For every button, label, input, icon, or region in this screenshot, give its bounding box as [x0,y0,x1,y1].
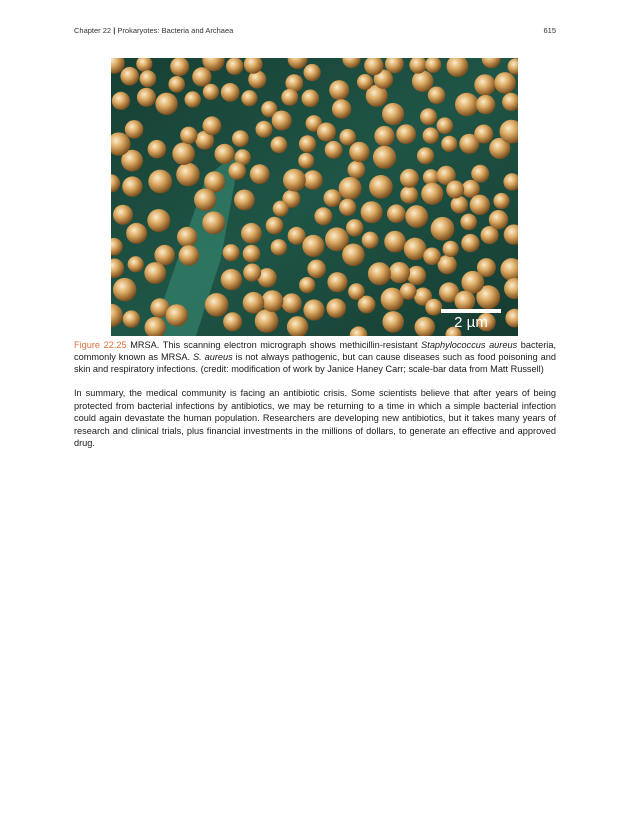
coccus-cell [425,299,442,316]
micrograph-figure [111,58,518,336]
coccus-cell [202,211,225,234]
coccus-cell [203,84,219,100]
coccus-cell [317,123,336,142]
coccus-cell [123,310,140,327]
coccus-cell [288,227,306,245]
coccus-cell [451,196,468,213]
coccus-cell [262,290,284,312]
coccus-cell [389,262,410,283]
coccus-cell [443,241,459,257]
coccus-cell [283,169,306,192]
coccus-cell [474,125,493,144]
coccus-cell [272,111,292,131]
coccus-cell [441,136,457,152]
coccus-cell [154,245,175,266]
coccus-cell [172,142,195,165]
coccus-cell [126,223,147,244]
coccus-cell [327,272,347,292]
coccus-cell [348,283,365,300]
coccus-cell [461,271,484,294]
coccus-cell [339,177,362,200]
coccus-cell [226,58,243,75]
coccus-cell [348,161,366,179]
coccus-cell [404,238,427,261]
coccus-cell [494,72,516,94]
coccus-cell [423,248,441,266]
coccus-cell [346,219,363,236]
coccus-cell [329,80,349,100]
coccus-cell [223,312,242,331]
coccus-cell [234,190,255,211]
coccus-cell [166,304,188,326]
coccus-cell [271,239,287,255]
coccus-cell [298,153,314,169]
coccus-cell [205,293,229,317]
coccus-cell [192,67,211,86]
coccus-cell [431,217,455,241]
page-number: 615 [543,26,556,35]
coccus-cell [168,76,185,93]
coccus-cell [369,175,393,199]
coccus-cell [407,266,426,285]
scale-bar [441,309,501,313]
coccus-cell [349,142,369,162]
coccus-cell [489,210,508,229]
coccus-cell [332,99,351,118]
coccus-cell [470,195,490,215]
coccus-cell [241,90,257,106]
coccus-cell [373,146,396,169]
running-head [74,26,233,35]
coccus-cell [113,278,136,301]
coccus-cell [215,144,235,164]
coccus-cell [303,170,323,190]
coccus-cell [307,260,326,279]
coccus-cell [137,88,156,107]
coccus-cell [113,205,133,225]
coccus-cell [400,186,418,204]
coccus-cell [368,262,391,285]
body-paragraph: In summary, the medical community is facing an antibiotic crisis. Some scientists believe that after years of being protected from bacterial infections by antibiotics, we may be returning to a time in which a simple bacterial infection could again devastate the human population. Researchers are developing new antibiotics, but it takes many years of research and clinical trials, plus financial investments in the millions of dollars, to generate an effective and approved drug. [74,388,556,449]
coccus-cell [304,64,321,81]
coccus-cell [326,299,346,319]
coccus-cell [314,207,332,225]
coccus-cell [325,141,343,159]
coccus-cell [374,126,394,146]
coccus-cell [194,189,216,211]
figure-caption [74,339,556,375]
coccus-cell [148,170,172,194]
coccus-cell [420,108,437,125]
coccus-cell [122,176,142,196]
chapter-title: Prokaryotes: Bacteria and Archaea [117,26,234,35]
coccus-cell [148,140,167,159]
coccus-cell [120,67,139,86]
coccus-cell [339,199,356,216]
coccus-cell [128,256,144,272]
coccus-cell [446,181,464,199]
coccus-cell [273,201,289,217]
figure-label: Figure 22.25 [74,340,127,350]
coccus-cell [423,127,439,143]
coccus-cell [147,209,170,232]
coccus-cell [232,130,249,147]
coccus-cell [474,74,495,95]
coccus-cell [250,164,270,184]
coccus-cell [342,244,365,267]
coccus-cell [243,292,265,314]
coccus-cell [228,162,246,180]
coccus-cell [428,87,446,105]
scale-bar-label: 2 µm [454,314,488,331]
coccus-cell [155,93,177,115]
coccus-cell [437,117,454,134]
coccus-cell [185,91,201,107]
coccus-cell [417,147,434,164]
page-header [74,26,556,38]
caption-text-2: bacteria, commonly known as MRSA. [74,340,556,362]
coccus-cell [266,217,284,235]
coccus-cell [221,269,242,290]
coccus-cell [455,93,479,117]
coccus-cell [281,89,298,106]
coccus-cell [125,120,144,139]
chapter-label: Chapter 22 [74,26,112,35]
coccus-cell [144,262,166,284]
coccus-cell [255,309,279,333]
coccus-cell [362,232,379,249]
micrograph-image [111,58,518,336]
caption-species: Staphylococcus aureus [421,340,518,350]
coccus-cell [140,70,157,87]
coccus-cell [256,121,273,138]
header-separator: | [113,26,116,35]
coccus-cell [112,92,130,110]
coccus-cell [361,201,383,223]
caption-text-1: MRSA. This scanning electron micrograph shows methicillin-resistant [126,340,422,350]
coccus-cell [243,245,261,263]
coccus-cell [382,103,404,125]
coccus-cell [179,245,200,266]
coccus-cell [471,165,489,183]
coccus-cell [339,129,356,146]
coccus-cell [455,291,476,312]
coccus-cell [421,183,443,205]
coccus-cell [412,70,434,92]
coccus-cell [282,293,302,313]
coccus-cell [302,90,320,108]
coccus-cell [384,231,406,253]
coccus-cell [400,169,419,188]
coccus-cell [387,204,406,223]
coccus-cell [299,135,316,152]
coccus-cell [476,95,495,114]
coccus-cell [303,299,324,320]
caption-species-abbrev: S. aureus [193,352,233,362]
coccus-cell [460,214,477,231]
coccus-cell [243,264,261,282]
coccus-cell [461,234,479,252]
coccus-cell [396,124,416,144]
coccus-cell [203,116,222,135]
coccus-cell [302,235,324,257]
coccus-cell [223,244,240,261]
caption-text-3: is not always pathogenic, but can cause diseases such as food poisoning and skin and respiratory infections. (credit: modification of work by Janice Haney Carr; scale-bar data from Matt Russell) [74,352,556,374]
coccus-cell [221,83,240,102]
coccus-cell [493,193,509,209]
coccus-cell [180,127,197,144]
coccus-cell [241,223,262,244]
coccus-cell [357,74,373,90]
coccus-cell [177,227,197,247]
coccus-cell [400,283,417,300]
coccus-cell [382,311,404,333]
coccus-cell [271,136,288,153]
coccus-cell [324,189,342,207]
coccus-cell [299,277,315,293]
coccus-cell [405,205,428,228]
coccus-cell [176,163,200,187]
